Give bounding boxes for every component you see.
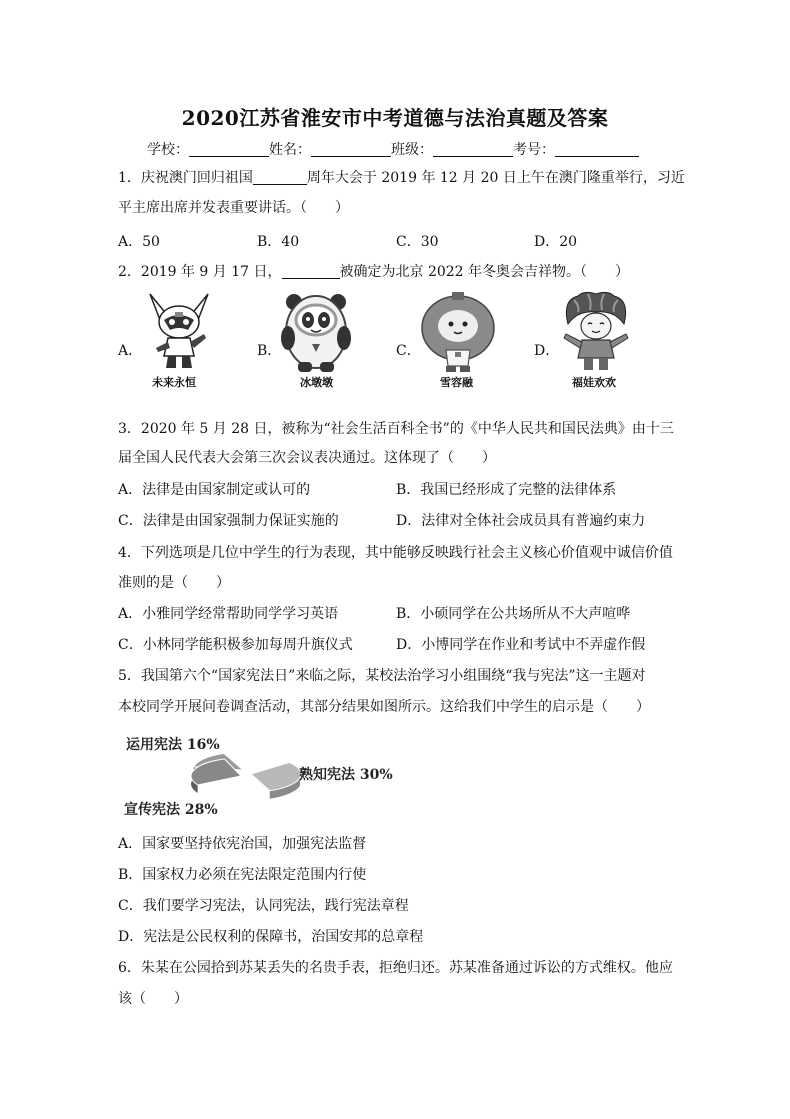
mascot-d-caption: 福娃欢欢: [572, 376, 616, 389]
q2-option-b-letter[interactable]: B．: [257, 343, 282, 359]
mascot-a-caption: 未来永恒: [152, 376, 196, 389]
q3-line2: 届全国人民代表大会第三次会议表决通过。这体现了（ ）: [118, 450, 496, 466]
q1-blank[interactable]: [253, 170, 307, 185]
class-label: 班级：: [391, 142, 433, 158]
q5-option-b[interactable]: B．国家权力必须在宪法限定范围内行使: [118, 867, 367, 883]
q1-option-d[interactable]: D．20: [534, 234, 578, 250]
q5-option-c[interactable]: C．我们要学习宪法，认同宪法，践行宪法章程: [118, 898, 409, 914]
q4-option-a[interactable]: A．小雅同学经常帮助同学学习英语: [118, 606, 339, 622]
q1-line2: 平主席出席并发表重要讲话。（ ）: [118, 200, 349, 216]
page-title: 2020江苏省淮安市中考道德与法治真题及答案: [181, 106, 609, 130]
q2-line1: 2．2019 年 9 月 17 日， 被确定为北京 2022 年冬奥会吉祥物。（ ）: [118, 264, 630, 280]
q3-option-a[interactable]: A．法律是由国家制定或认可的: [118, 482, 311, 498]
mascot-panda-icon: [274, 290, 358, 374]
mascot-flame-doll-icon: [554, 290, 638, 374]
class-blank[interactable]: [433, 142, 513, 157]
q5-option-a[interactable]: A．国家要坚持依宪治国，加强宪法监督: [118, 836, 367, 852]
q1-option-a[interactable]: A．50: [118, 234, 160, 250]
q2-option-a-letter[interactable]: A．: [118, 343, 143, 359]
school-blank[interactable]: [189, 142, 269, 157]
q5-option-d[interactable]: D．宪法是公民权利的保障书，治国安邦的总章程: [118, 929, 424, 945]
q6-line2: 该（ ）: [118, 991, 188, 1007]
mascot-lantern-icon: [416, 290, 500, 374]
q1-option-b[interactable]: B．40: [257, 234, 300, 250]
school-label: 学校：: [147, 142, 189, 158]
student-info-row: [147, 139, 639, 159]
name-blank[interactable]: [311, 142, 391, 157]
chart-label-know: 熟知宪法 30%: [299, 767, 393, 783]
q5-line1: 5．我国第六个“国家宪法日”来临之际，某校法治学习小组围绕“我与宪法”这一主题对: [118, 668, 646, 684]
q1-option-c[interactable]: C．30: [396, 234, 439, 250]
q3-option-b[interactable]: B．我国已经形成了完整的法律体系: [396, 482, 617, 498]
q3-line1: 3．2020 年 5 月 28 日，被称为“社会生活百科全书”的《中华人民共和国民法典》由十三: [118, 421, 674, 437]
q2-option-c-letter[interactable]: C．: [396, 343, 421, 359]
mascot-robot-icon: [138, 290, 220, 372]
exam-no-label: 考号：: [513, 142, 555, 158]
q5-line2: 本校同学开展问卷调查活动，其部分结果如图所示。这给我们中学生的启示是（ ）: [118, 699, 650, 715]
q4-line2: 准则的是（ ）: [118, 575, 230, 591]
q2-blank[interactable]: [282, 264, 340, 279]
exam-no-blank[interactable]: [555, 142, 639, 157]
q3-option-d[interactable]: D．法律对全体社会成员具有普遍约束力: [396, 513, 646, 529]
chart-label-promote: 宣传宪法 28%: [124, 802, 218, 818]
chart-label-use: 运用宪法 16%: [126, 737, 220, 753]
mascot-b-caption: 冰墩墩: [300, 376, 333, 389]
q4-line1: 4．下列选项是几位中学生的行为表现，其中能够反映践行社会主义核心价值观中诚信价值: [118, 545, 673, 561]
q3-option-c[interactable]: C．法律是由国家强制力保证实施的: [118, 513, 339, 529]
q2-option-d-letter[interactable]: D．: [534, 343, 560, 359]
q4-option-b[interactable]: B．小硕同学在公共场所从不大声喧哗: [396, 606, 631, 622]
q4-option-d[interactable]: D．小博同学在作业和考试中不弄虚作假: [396, 637, 646, 653]
q4-option-c[interactable]: C．小林同学能积极参加每周升旗仪式: [118, 637, 353, 653]
mascot-c-caption: 雪容融: [440, 376, 473, 389]
q6-line1: 6．朱某在公园拾到苏某丢失的名贵手表，拒绝归还。苏某准备通过诉讼的方式维权。他应: [118, 960, 673, 976]
name-label: 姓名：: [269, 142, 311, 158]
q1-options: [118, 231, 678, 251]
q1-line1: 1．庆祝澳门回归祖国 周年大会于 2019 年 12 月 20 日上午在澳门隆重举行，习近: [118, 170, 685, 186]
